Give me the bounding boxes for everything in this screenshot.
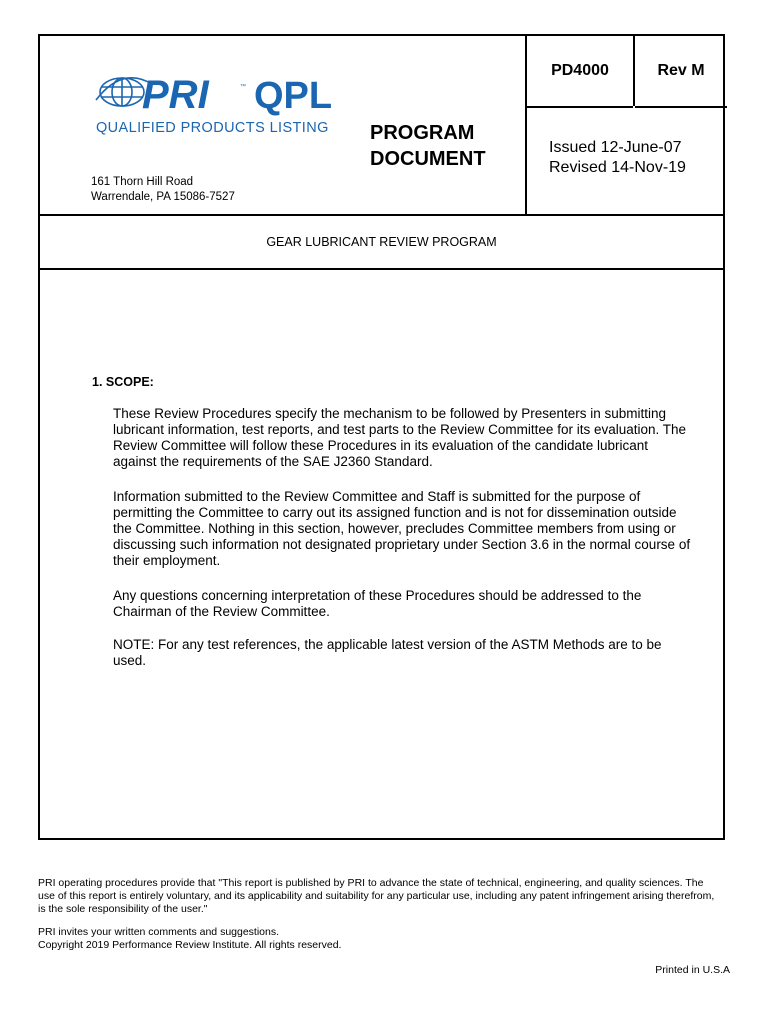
issue-dates xyxy=(527,108,723,214)
scope-paragraph: Any questions concerning interpretation of these Procedures should be addressed to the Chairman of the Review Committee. xyxy=(113,588,642,619)
comments-invite: PRI invites your written comments and suggestions. xyxy=(38,926,280,938)
revised-date: Revised 14-Nov-19 xyxy=(549,159,686,176)
footer xyxy=(38,877,718,952)
qpl-brand: QPL xyxy=(254,75,333,117)
disclaimer-text: PRI operating procedures provide that "This report is published by PRI to advance the state of technical, engineering, and quality sciences. The use of this report is entirely voluntary, and its applicability and suitability for any particular use, including any patent infringement arising therefrom, is the sole responsibility of the user." xyxy=(38,877,715,915)
scope-paragraph: These Review Procedures specify the mechanism to be followed by Presenters in submitting lubricant information, test reports, and test parts to the Review Committee for its evaluation. The Review Committee will follow these Procedures in its evaluation of the candidate lubricant against the requirements of the SAE J2360 Standard. xyxy=(113,406,687,469)
document-type-title xyxy=(370,120,486,172)
document-type-line1: PROGRAM xyxy=(370,122,475,144)
pri-brand: PRI xyxy=(142,73,209,117)
printed-in: Printed in U.S.A xyxy=(655,964,730,976)
document-header xyxy=(40,36,723,216)
address-block xyxy=(91,175,235,205)
document-number: PD4000 xyxy=(527,36,633,108)
logo-area xyxy=(40,36,525,214)
scope-paragraph: Information submitted to the Review Committee and Staff is submitted for the purpose of permitting the Committee to carry out its assigned function and is not for dissemination outside the Committee. Nothing in this section, however, precludes Committee members from using or discussing such information not designated proprietary under Section 3.6 in the normal course of their employment. xyxy=(113,489,691,568)
document-type-line2: DOCUMENT xyxy=(370,148,486,170)
copyright-text: Copyright 2019 Performance Review Institute. All rights reserved. xyxy=(38,939,342,951)
revision-label: Rev M xyxy=(635,36,727,108)
address-line2: Warrendale, PA 15086-7527 xyxy=(91,191,235,203)
logo-tagline: QUALIFIED PRODUCTS LISTING xyxy=(96,120,329,136)
document-frame xyxy=(38,34,725,840)
issued-date: Issued 12-June-07 xyxy=(549,139,682,156)
section-heading: 1. SCOPE: xyxy=(92,375,154,389)
address-line1: 161 Thorn Hill Road xyxy=(91,176,194,188)
program-title: GEAR LUBRICANT REVIEW PROGRAM xyxy=(40,216,723,270)
scope-paragraph: NOTE: For any test references, the applicable latest version of the ASTM Methods are to be used. xyxy=(113,637,662,668)
trademark-mark: ™ xyxy=(240,84,246,90)
